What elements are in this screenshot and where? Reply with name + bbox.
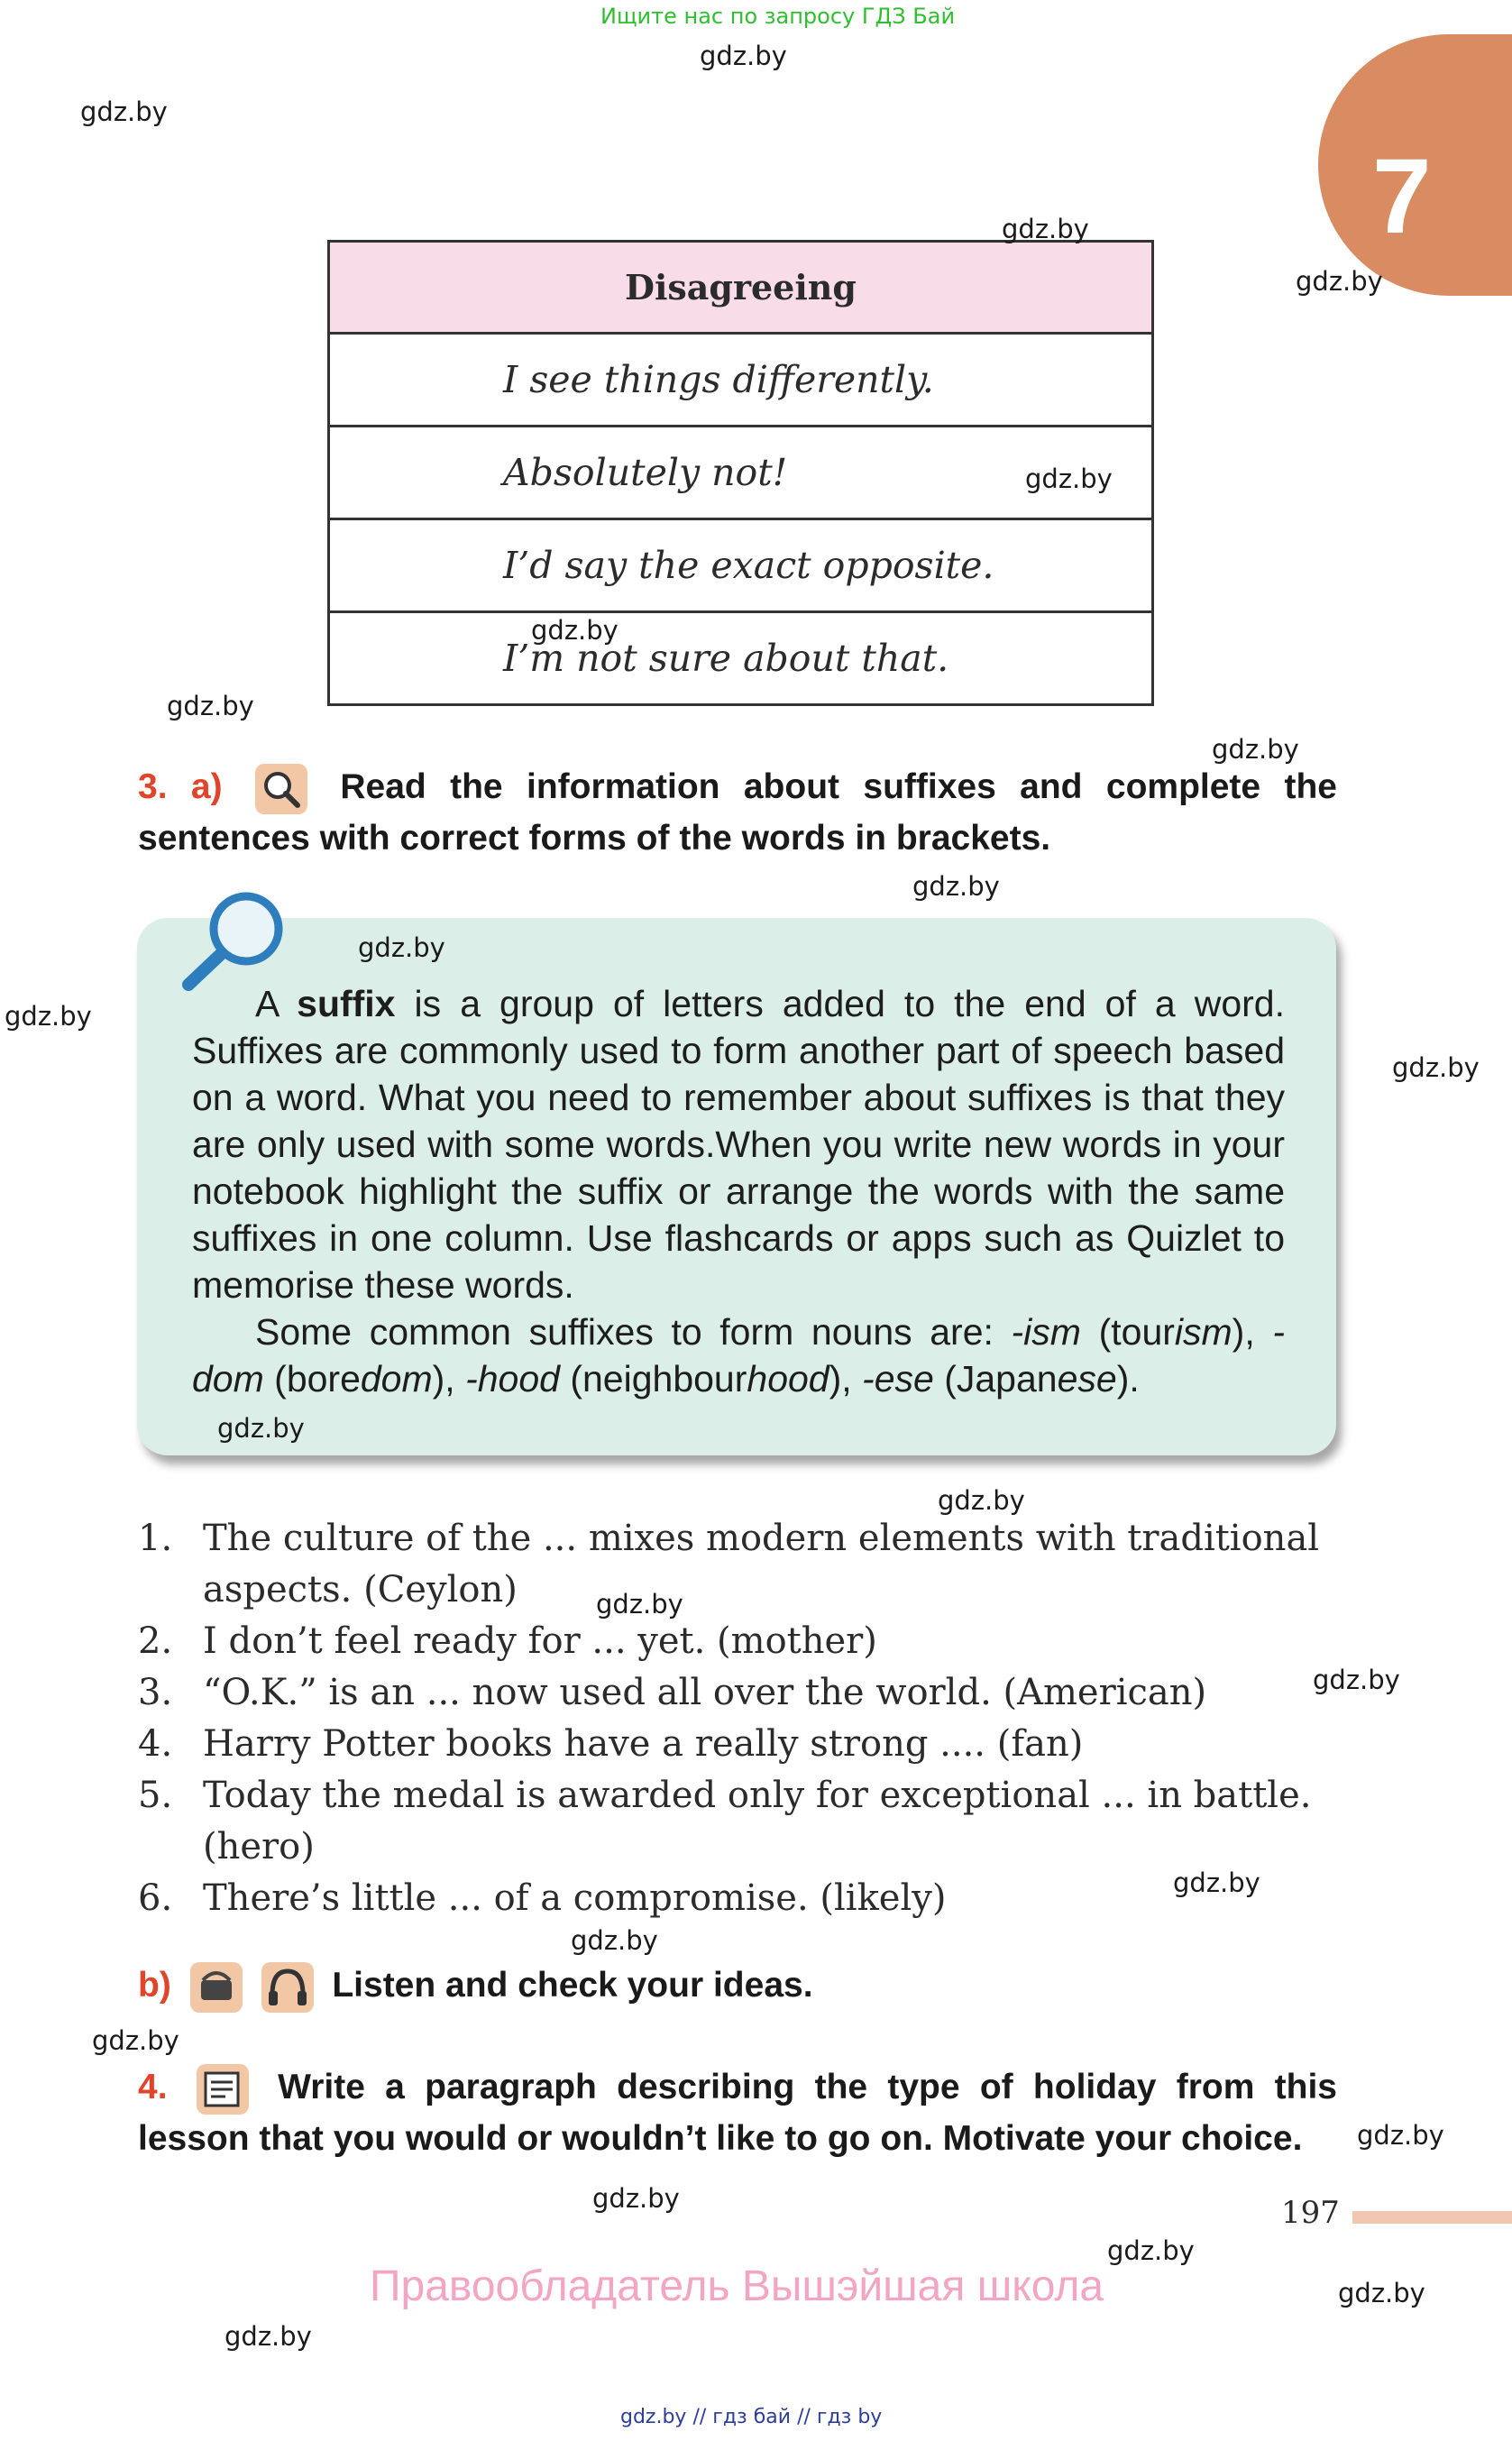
watermark: gdz.by (531, 615, 619, 646)
task-instruction: Read the information about suffixes and complete the sentences with correct forms of the words in brackets. (138, 767, 1337, 858)
watermark: gdz.by (217, 1413, 305, 1444)
watermark: gdz.by (700, 41, 787, 71)
copyright-owner: Правообладатель Вышэйшая школа (370, 2262, 1104, 2310)
watermark: gdz.by (1025, 463, 1113, 494)
task-number: b) (138, 1966, 171, 2005)
table-row: I see things differently. (330, 332, 1151, 425)
watermark: gdz.by (1107, 2235, 1195, 2266)
watermark: gdz.by (225, 2321, 312, 2352)
task-number: 3. a) (138, 767, 223, 806)
list-item: 5. Today the medal is awarded only for exceptional ... in battle. (hero) (138, 1775, 1312, 1867)
task-number: 4. (138, 2068, 168, 2106)
watermark: gdz.by (571, 1925, 658, 1956)
table-row: I’d say the exact opposite. (330, 518, 1151, 610)
headphones-icon (261, 1962, 314, 2013)
task-3a (138, 763, 1337, 862)
watermark: gdz.by (92, 2025, 179, 2056)
watermark: gdz.by (358, 932, 445, 963)
task-4 (138, 2063, 1337, 2162)
watermark: gdz.by (5, 1001, 92, 1032)
watermark: gdz.by (596, 1589, 683, 1620)
watermark: gdz.by (912, 871, 1000, 902)
task-instruction: Listen and check your ideas. (332, 1966, 813, 2005)
list-item: 6. There’s little ... of a compromise. (likely) (138, 1877, 947, 1919)
watermark: gdz.by (1212, 734, 1299, 765)
table-heading: Disagreeing (330, 243, 1151, 332)
header-note: Ищите нас по запросу ГДЗ Бай (600, 4, 956, 29)
watermark: gdz.by (1313, 1665, 1400, 1695)
table-row: I’m not sure about that. (330, 610, 1151, 703)
watermark: gdz.by (938, 1485, 1025, 1516)
watermark: gdz.by (1357, 2120, 1444, 2151)
chapter-number: 7 (1372, 137, 1432, 256)
table-row: Absolutely not! (330, 425, 1151, 518)
watermark: gdz.by (1296, 266, 1383, 297)
list-item: 2. I don’t feel ready for ... yet. (mother) (138, 1620, 877, 1662)
page-number: 197 (1281, 2195, 1340, 2231)
task-3b (138, 1961, 1337, 2013)
magnifier-icon (255, 764, 307, 814)
watermark: gdz.by (1392, 1052, 1480, 1083)
info-text: A suffix is a group of letters added to the end of a word. Suffixes are commonly used to form another part of speech based on a word. What you need to remember about suffixes is that they are only used with some words.When you write new words in your notebook highlight the suffix or arrange the words with the same suffixes in one column. Use flashcards or apps such as Quizlet to memorise these words. Some common suffixes to form nouns are: -ism (tourism), -dom (boredom), -hood (neighbourhood), -ese (Japanese). (192, 983, 1286, 1399)
watermark: gdz.by (167, 691, 254, 721)
list-item: 4. Harry Potter books have a really strong .... (fan) (138, 1723, 1084, 1765)
suffix-term: suffix (297, 983, 396, 1024)
watermark: gdz.by (1173, 1867, 1260, 1898)
list-item: 3. “O.K.” is an ... now used all over the world. (American) (138, 1672, 1207, 1713)
footer-note: gdz.by // гдз бай // гдз by (620, 2406, 883, 2428)
page-number-bar (1352, 2211, 1512, 2224)
exercise-list (138, 1513, 1342, 1924)
audio-icon (190, 1962, 243, 2013)
watermark: gdz.by (80, 96, 168, 127)
watermark: gdz.by (1002, 214, 1089, 244)
watermark: gdz.by (592, 2183, 680, 2214)
writing-icon (197, 2064, 249, 2115)
watermark: gdz.by (1338, 2278, 1425, 2308)
task-instruction: Write a paragraph describing the type of holiday from this lesson that you would or wouldn’t like to go on. Motivate your choice. (138, 2068, 1337, 2158)
list-item: 1. The culture of the ... mixes modern elements with traditional aspects. (Ceylon) (138, 1518, 1320, 1611)
